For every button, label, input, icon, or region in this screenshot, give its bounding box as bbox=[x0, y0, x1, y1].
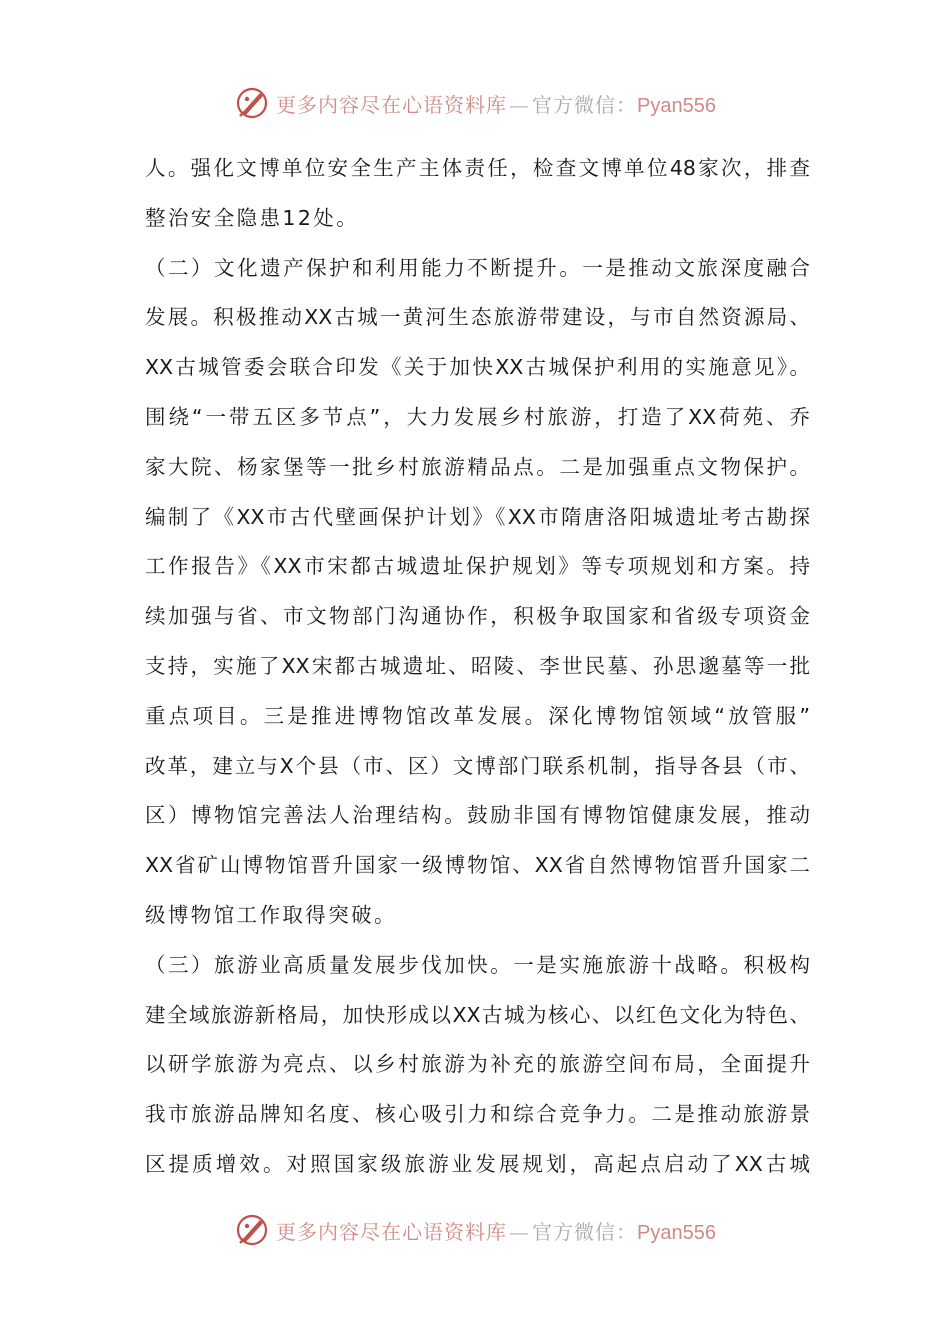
watermark-brand: 更多内容尽在心语资料库 bbox=[276, 1219, 508, 1244]
text-line: 区）博物馆完善法人治理结构。鼓励非国有博物馆健康发展，推动 bbox=[145, 803, 810, 828]
text-line: 围绕“一带五区多节点”，大力发展乡村旅游，打造了XX荷苑、乔 bbox=[145, 404, 810, 429]
watermark-wechat-id: Pyan556 bbox=[637, 94, 716, 117]
text-line: 发展。积极推动XX古城一黄河生态旅游带建设，与市自然资源局、 bbox=[145, 305, 810, 330]
text-line: 改革，建立与X个县（市、区）文博部门联系机制，指导各县（市、 bbox=[145, 753, 810, 778]
text-line: 编制了《XX市古代壁画保护计划》《XX市隋唐洛阳城遗址考古勘探 bbox=[145, 504, 810, 529]
text-line: 重点项目。三是推进博物馆改革发展。深化博物馆领域“放管服” bbox=[145, 703, 810, 728]
watermark-header bbox=[0, 78, 950, 128]
text-line: 工作报告》《XX市宋都古城遗址保护规划》等专项规划和方案。持 bbox=[145, 554, 810, 579]
watermark-dash: — bbox=[509, 92, 531, 117]
watermark-text bbox=[276, 89, 716, 118]
text-line: 我市旅游品牌知名度、核心吸引力和综合竞争力。二是推动旅游景 bbox=[145, 1102, 810, 1127]
watermark-text bbox=[276, 1216, 716, 1245]
text-line: 人。强化文博单位安全生产主体责任，检查文博单位48家次，排查 bbox=[145, 156, 810, 180]
watermark-brand: 更多内容尽在心语资料库 bbox=[276, 92, 508, 117]
text-line: 级博物馆工作取得突破。 bbox=[145, 902, 397, 927]
watermark-wechat-label: 官方微信： bbox=[532, 92, 638, 117]
text-line: 家大院、杨家堡等一批乡村旅游精品点。二是加强重点文物保护。 bbox=[145, 454, 810, 479]
watermark-wechat-label: 官方微信： bbox=[532, 1219, 638, 1244]
text-line: 区提质增效。对照国家级旅游业发展规划，高起点启动了XX古城 bbox=[145, 1151, 810, 1176]
text-line: 续加强与省、市文物部门沟通协作，积极争取国家和省级专项资金 bbox=[145, 604, 810, 629]
text-line: 建全域旅游新格局，加快形成以XX古城为核心、以红色文化为特色、 bbox=[145, 1002, 810, 1027]
text-line: XX省矿山博物馆晋升国家一级博物馆、XX省自然博物馆晋升国家二 bbox=[145, 853, 810, 878]
pen-seal-icon bbox=[234, 85, 270, 121]
pen-seal-icon bbox=[234, 1212, 270, 1248]
text-line: 支持，实施了XX宋都古城遗址、昭陵、李世民墓、孙思邈墓等一批 bbox=[145, 653, 810, 678]
watermark-wechat-id: Pyan556 bbox=[637, 1221, 716, 1244]
watermark-footer bbox=[0, 1205, 950, 1255]
text-line: 以研学旅游为亮点、以乡村旅游为补充的旅游空间布局，全面提升 bbox=[145, 1052, 810, 1077]
text-line: （三）旅游业高质量发展步伐加快。一是实施旅游十战略。积极构 bbox=[145, 952, 810, 977]
text-line: 整治安全隐患12处。 bbox=[145, 205, 360, 230]
text-line: XX古城管委会联合印发《关于加快XX古城保护利用的实施意见》。 bbox=[145, 355, 810, 380]
watermark-dash: — bbox=[509, 1219, 531, 1244]
document-body bbox=[145, 144, 810, 1190]
text-line: （二）文化遗产保护和利用能力不断提升。一是推动文旅深度融合 bbox=[145, 255, 810, 280]
